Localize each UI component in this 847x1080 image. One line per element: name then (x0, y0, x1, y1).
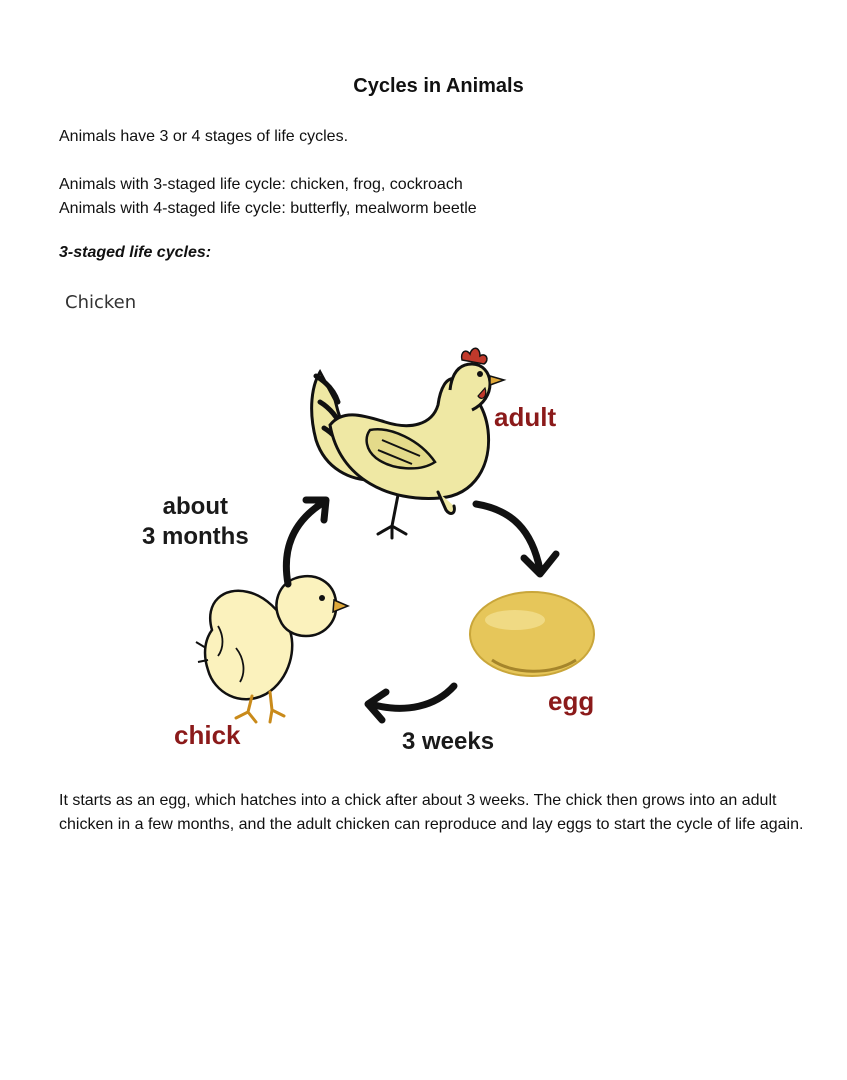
duration-label-line-about: about (162, 493, 228, 520)
page-title: Cycles in Animals (353, 75, 524, 97)
arrow-chick-to-adult (286, 502, 324, 584)
closing-paragraph: It starts as an egg, which hatches into a chick after about 3 weeks. The chick then grows into an adult chicken in a few months, and the adult chicken can reproduce and lay eggs to start the cycle of life again. (59, 792, 804, 833)
chicken-life-cycle-diagram (120, 330, 640, 770)
stage-label-egg: egg (548, 686, 595, 716)
duration-label-3-months (142, 492, 249, 552)
three-stage-animals-text: Animals with 3-staged life cycle: chicken, frog, cockroach (59, 176, 463, 193)
intro-text: Animals have 3 or 4 stages of life cycles. (59, 128, 349, 145)
hen-illustration (312, 348, 504, 538)
four-stage-animals-text: Animals with 4-staged life cycle: butterfly, mealworm beetle (59, 200, 477, 217)
animal-label-chicken: Chicken (65, 292, 137, 313)
egg-illustration (470, 592, 594, 676)
section-heading: 3-staged life cycles: (59, 244, 212, 261)
duration-label-line-3-months: 3 months (142, 523, 249, 550)
chick-illustration (196, 576, 348, 722)
duration-label-3-weeks: 3 weeks (402, 728, 495, 755)
stage-label-chick: chick (174, 720, 241, 750)
stage-label-adult: adult (494, 402, 557, 432)
